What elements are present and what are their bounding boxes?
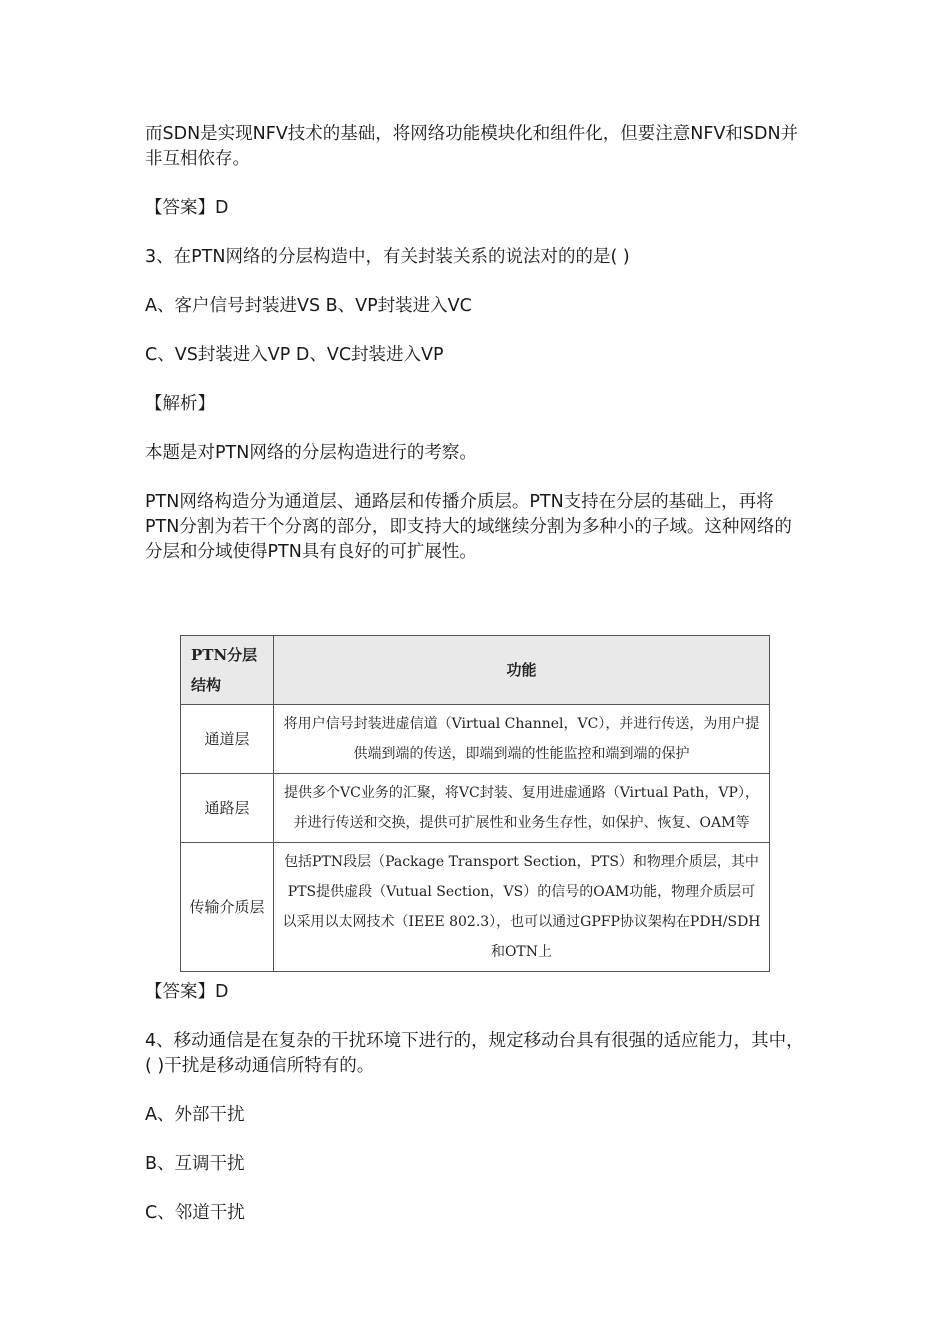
row-name: 传输介质层 xyxy=(181,843,274,972)
option-b: B、互调干扰 xyxy=(145,1154,245,1174)
question-4: 4、移动通信是在复杂的干扰环境下进行的，规定移动台具有很强的适应能力，其中，( )干扰是移动通信所特有的。 xyxy=(145,1031,804,1076)
header-layer: PTN分层结构 xyxy=(181,636,274,705)
answer-label: 【答案】D xyxy=(145,198,229,218)
table-row xyxy=(181,843,770,972)
table-row xyxy=(181,705,770,774)
paragraph-sdn-nfv: 而SDN是实现NFV技术的基础，将网络功能模块化和组件化，但要注意NFV和SDN并非互相依存。 xyxy=(145,124,799,169)
table-row xyxy=(181,774,770,843)
ptn-table-figure xyxy=(180,635,770,972)
row-desc: 包括PTN段层（Package Transport Section，PTS）和物理介质层，其中PTS提供虚段（Vutual Section，VS）的信号的OAM功能，物理介质层可以采用以太网技术（IEEE 802.3），也可以通过GPFP协议架构在PDH/SDH和OTN上 xyxy=(274,843,770,972)
options-ab: A、客户信号封装进VS B、VP封装进入VC xyxy=(145,296,472,316)
option-c: C、邻道干扰 xyxy=(145,1203,245,1223)
options-cd: C、VS封装进入VP D、VC封装进入VP xyxy=(145,345,444,365)
analysis-body: PTN网络构造分为通道层、通路层和传播介质层。PTN支持在分层的基础上，再将PTN分割为若干个分离的部分，即支持大的域继续分割为多种小的子域。这种网络的分层和分域使得PTN具有良好的可扩展性。 xyxy=(145,492,792,562)
analysis-label: 【解析】 xyxy=(145,394,215,414)
row-name: 通路层 xyxy=(181,774,274,843)
row-desc: 提供多个VC业务的汇聚，将VC封装、复用进虚通路（Virtual Path，VP），并进行传送和交换，提供可扩展性和业务生存性，如保护、恢复、OAM等 xyxy=(274,774,770,843)
header-function: 功能 xyxy=(274,636,770,705)
row-desc: 将用户信号封装进虚信道（Virtual Channel，VC），并进行传送，为用户提供端到端的传送，即端到端的性能监控和端到端的保护 xyxy=(274,705,770,774)
question-3: 3、在PTN网络的分层构造中，有关封装关系的说法对的的是( ) xyxy=(145,247,630,267)
document-page xyxy=(145,122,805,1226)
table-header-row xyxy=(181,636,770,705)
analysis-intro: 本题是对PTN网络的分层构造进行的考察。 xyxy=(145,443,477,463)
answer-label-2: 【答案】D xyxy=(145,982,229,1002)
ptn-layer-table xyxy=(180,635,770,972)
row-name: 通道层 xyxy=(181,705,274,774)
option-a: A、外部干扰 xyxy=(145,1105,245,1125)
